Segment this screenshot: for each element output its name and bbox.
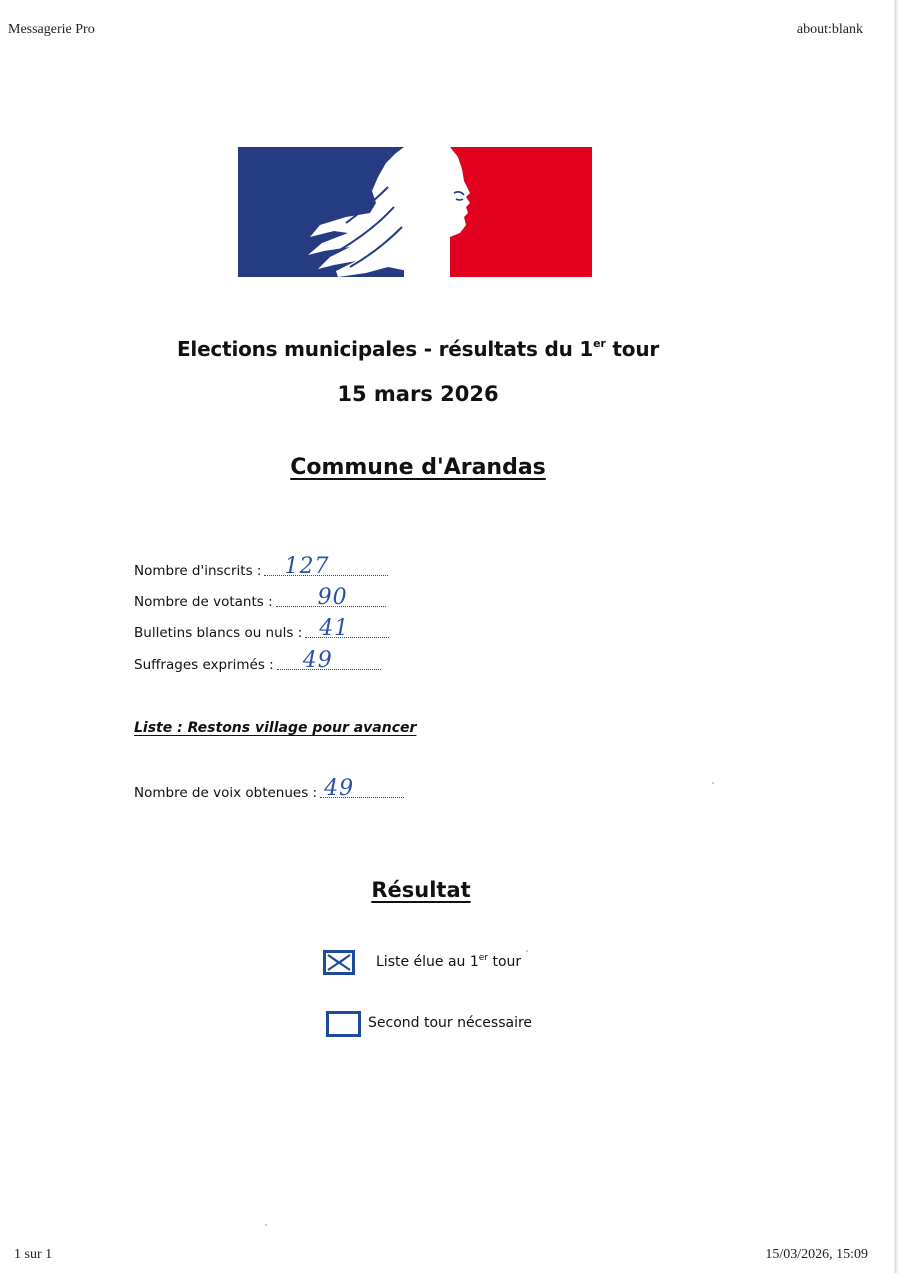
field-exprimes — [134, 648, 381, 673]
dotted-line — [305, 616, 389, 641]
handwritten-value: 90 — [317, 585, 348, 610]
option-label-second-tour: Second tour nécessaire — [368, 1015, 533, 1031]
list-name: Liste : Restons village pour avancer — [134, 720, 417, 736]
field-label: Nombre de voix obtenues : — [134, 785, 318, 801]
handwritten-value: 49 — [302, 648, 333, 673]
marianne-logo — [238, 147, 592, 277]
field-voix — [134, 776, 404, 801]
dotted-line — [276, 585, 386, 610]
page-edge-shadow — [890, 0, 900, 1273]
handwritten-value: 41 — [319, 616, 350, 641]
page-indicator: 1 sur 1 — [14, 1247, 53, 1262]
document-title: Elections municipales - résultats du 1er tour — [176, 337, 660, 361]
dotted-line — [277, 648, 381, 673]
field-label: Nombre de votants : — [134, 594, 273, 610]
scan-speck — [265, 1224, 267, 1226]
field-votants — [134, 585, 386, 610]
election-date: 15 mars 2026 — [337, 382, 499, 406]
print-timestamp: 15/03/2026, 15:09 — [765, 1247, 868, 1262]
scan-speck — [526, 950, 528, 952]
app-title: Messagerie Pro — [8, 22, 95, 37]
commune-name: Commune d'Arandas — [290, 455, 546, 480]
field-label: Bulletins blancs ou nuls : — [134, 625, 303, 641]
checkbox-elue-premier-tour[interactable] — [323, 950, 355, 975]
result-heading: Résultat — [371, 878, 471, 902]
handwritten-value: 127 — [284, 554, 330, 579]
field-label: Suffrages exprimés : — [134, 657, 274, 673]
option-label-elue: Liste élue au 1er tour — [376, 953, 522, 970]
page-url: about:blank — [796, 22, 863, 37]
flag-red-field — [450, 147, 592, 277]
field-label: Nombre d'inscrits : — [134, 563, 262, 579]
field-inscrits — [134, 554, 388, 579]
dotted-line — [264, 554, 388, 579]
handwritten-value: 49 — [324, 776, 355, 801]
checkbox-second-tour[interactable] — [326, 1011, 361, 1037]
dotted-line — [320, 776, 404, 801]
field-blancs-nuls — [134, 616, 389, 641]
scan-speck — [712, 782, 714, 784]
check-cross-icon — [326, 953, 352, 972]
